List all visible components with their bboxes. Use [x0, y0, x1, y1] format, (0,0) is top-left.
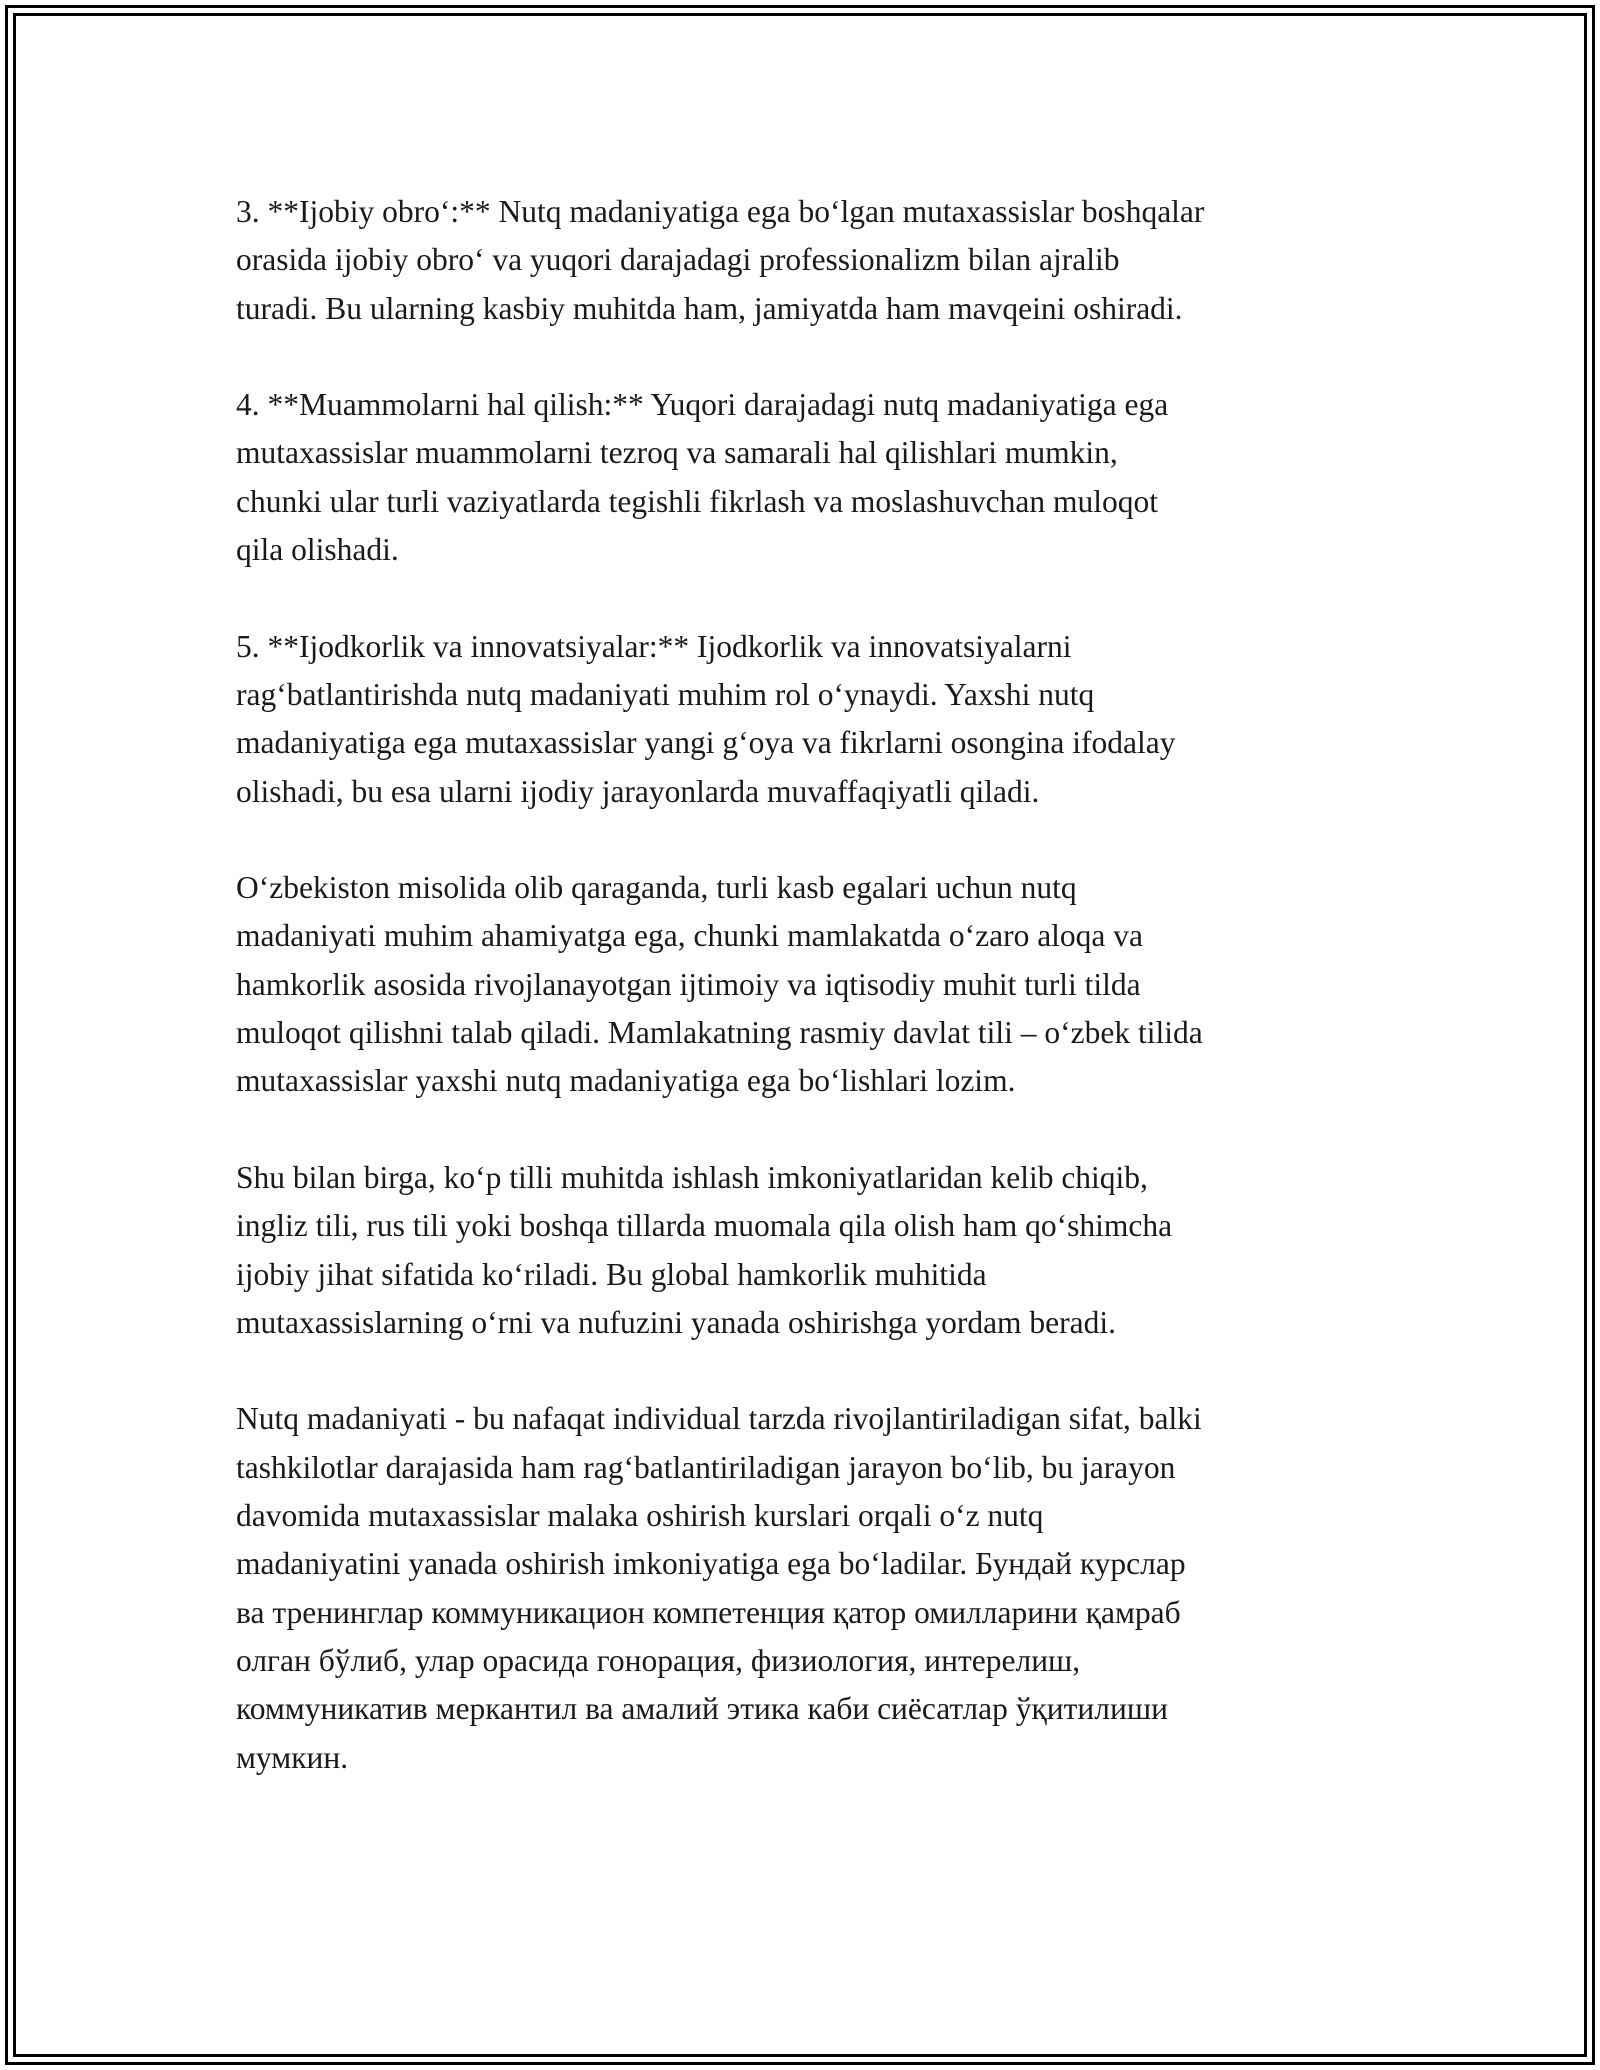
- text-line: tashkilotlar darajasida ham rag‘batlantiriladigan jarayon bo‘lib, bu jarayon: [236, 1449, 1176, 1485]
- text-line: mutaxassislar muammolarni tezroq va samarali hal qilishlari mumkin,: [236, 435, 1118, 471]
- text-line: mutaxassislarning o‘rni va nufuzini yanada oshirishga yordam beradi.: [236, 1304, 1117, 1340]
- text-line: rag‘batlantirishda nutq madaniyati muhim rol o‘ynaydi. Yaxshi nutq: [236, 676, 1095, 712]
- text-line: madaniyati muhim ahamiyatga ega, chunki mamlakatda o‘zaro aloqa va: [236, 918, 1144, 954]
- text-line: davomida mutaxassislar malaka oshirish kurslari orqali o‘z nutq: [236, 1498, 1044, 1534]
- text-line: Nutq madaniyati - bu nafaqat individual tarzda rivojlantiriladigan sifat, balki: [236, 1401, 1202, 1437]
- text-line: olishadi, bu esa ularni ijodiy jarayonlarda muvaffaqiyatli qiladi.: [236, 773, 1040, 809]
- text-line: ingliz tili, rus tili yoki boshqa tillarda muomala qila olish ham qo‘shimcha: [236, 1208, 1173, 1244]
- text-line: mutaxassislar yaxshi nutq madaniyatiga ega bo‘lishlari lozim.: [236, 1063, 1016, 1099]
- text-line: madaniyatiga ega mutaxassislar yangi g‘oya va fikrlarni osongina ifodalay: [236, 725, 1176, 761]
- text-line: chunki ular turli vaziyatlarda tegishli fikrlash va moslashuvchan muloqot: [236, 483, 1159, 519]
- paragraph-ozbekiston: [236, 864, 1386, 1105]
- text-line: ва тренинглар коммуникацион компетенция қатор омилларини қамраб: [236, 1594, 1181, 1630]
- text-line: коммуникатив меркантил ва амалий этика каби сиёсатлар ўқитилиши: [236, 1691, 1168, 1727]
- text-line: мумкин.: [236, 1739, 349, 1775]
- text-line: 4. **Muammolarni hal qilish:** Yuqori darajadagi nutq madaniyatiga ega: [236, 387, 1169, 423]
- text-line: qila olishadi.: [236, 532, 399, 568]
- paragraph-ijodkorlik: [236, 623, 1386, 816]
- text-line: ijobiy jihat sifatida ko‘riladi. Bu global hamkorlik muhitida: [236, 1256, 987, 1292]
- text-line: hamkorlik asosida rivojlanayotgan ijtimoiy va iqtisodiy muhit turli tilda: [236, 966, 1141, 1002]
- text-line: muloqot qilishni talab qiladi. Mamlakatning rasmiy davlat tili – o‘zbek tilida: [236, 1015, 1203, 1051]
- text-line: turadi. Bu ularning kasbiy muhitda ham, jamiyatda ham mavqeini oshiradi.: [236, 290, 1183, 326]
- text-line: orasida ijobiy obro‘ va yuqori darajadagi professionalizm bilan ajralib: [236, 242, 1120, 278]
- document-body: [236, 188, 1386, 1830]
- text-line: madaniyatini yanada oshirish imkoniyatiga ega bo‘ladilar. Бундай курслар: [236, 1546, 1186, 1582]
- text-line: O‘zbekiston misolida olib qaraganda, turli kasb egalari uchun nutq: [236, 870, 1077, 906]
- paragraph-ijobiy-obro: [236, 188, 1386, 333]
- paragraph-muammolarni-hal-qilish: [236, 381, 1386, 574]
- paragraph-kop-tilli: [236, 1154, 1386, 1347]
- text-line: олган бўлиб, улар орасида гонорация, физиология, интерелиш,: [236, 1642, 1081, 1678]
- text-line: 5. **Ijodkorlik va innovatsiyalar:** Ijodkorlik va innovatsiyalarni: [236, 628, 1072, 664]
- text-line: 3. **Ijobiy obro‘:** Nutq madaniyatiga ega bo‘lgan mutaxassislar boshqalar: [236, 194, 1205, 229]
- paragraph-nutq-madaniyati: [236, 1395, 1386, 1781]
- text-line: Shu bilan birga, ko‘p tilli muhitda ishlash imkoniyatlaridan kelib chiqib,: [236, 1159, 1148, 1195]
